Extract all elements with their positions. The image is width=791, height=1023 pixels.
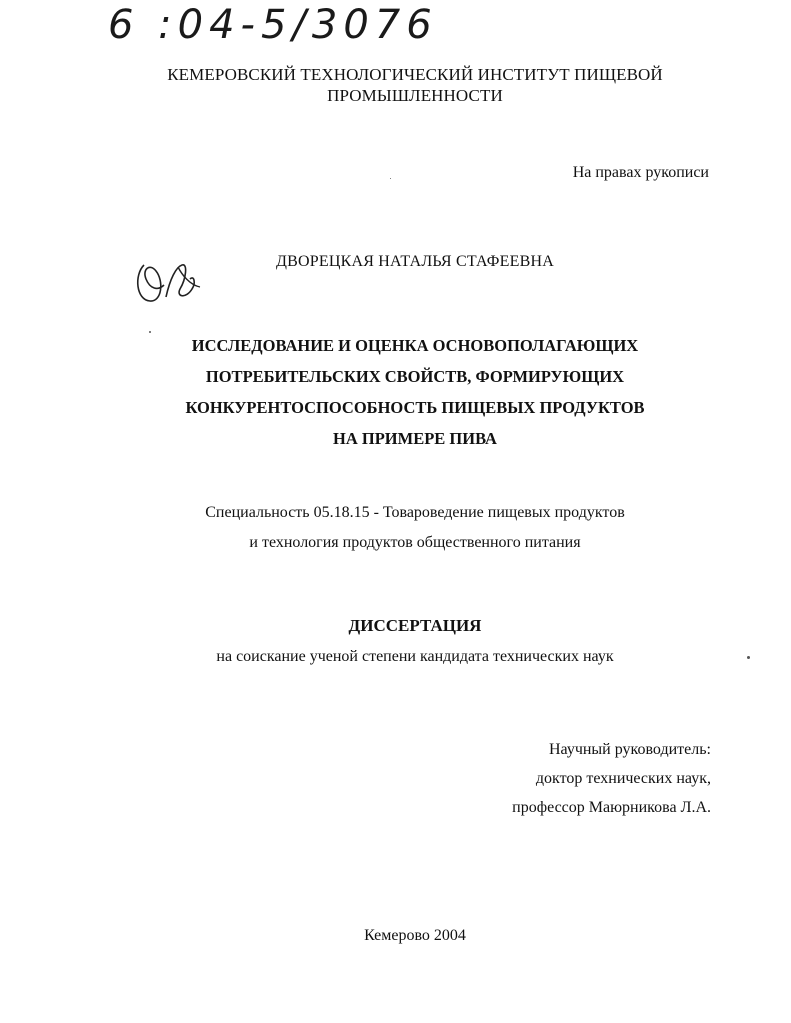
title-line: ИССЛЕДОВАНИЕ И ОЦЕНКА ОСНОВОПОЛАГАЮЩИХ (191, 336, 639, 355)
manuscript-rights-note: На правах рукописи (572, 164, 709, 181)
specialty-line1: Специальность 05.18.15 - Товароведение пищевых продуктов (205, 504, 625, 521)
institute-name-line2: ПРОМЫШЛЕННОСТИ (327, 86, 503, 105)
institute-name-line1: КЕМЕРОВСКИЙ ТЕХНОЛОГИЧЕСКИЙ ИНСТИТУТ ПИЩЕВОЙ (167, 65, 663, 84)
scan-speck (747, 656, 750, 659)
institute-name (120, 64, 710, 106)
supervisor-role: Научный руководитель: (548, 741, 711, 758)
supervisor-degree: доктор технических наук, (535, 770, 711, 787)
title-line: НА ПРИМЕРЕ ПИВА (333, 429, 497, 448)
degree-statement: на соискание ученой степени кандидата технических наук (216, 648, 614, 665)
specialty (120, 498, 710, 558)
dissertation-title (120, 330, 710, 454)
author-name: ДВОРЕЦКАЯ НАТАЛЬЯ СТАФЕЕВНА (276, 253, 554, 270)
title-line: КОНКУРЕНТОСПОСОБНОСТЬ ПИЩЕВЫХ ПРОДУКТОВ (185, 398, 645, 417)
specialty-line2: и технология продуктов общественного питания (249, 534, 581, 551)
supervisor-name: профессор Маюрникова Л.А. (512, 799, 711, 816)
handwritten-archive-code (100, 0, 520, 48)
scan-speck (149, 331, 151, 333)
city-year: Кемерово 2004 (364, 927, 466, 944)
title-line: ПОТРЕБИТЕЛЬСКИХ СВОЙСТВ, ФОРМИРУЮЩИХ (205, 367, 625, 386)
handwritten-code-text: 6 :04-5/3076 (108, 2, 438, 48)
scan-speck (390, 178, 391, 179)
dissertation-label: ДИССЕРТАЦИЯ (348, 616, 482, 635)
supervisor-block (512, 735, 711, 822)
